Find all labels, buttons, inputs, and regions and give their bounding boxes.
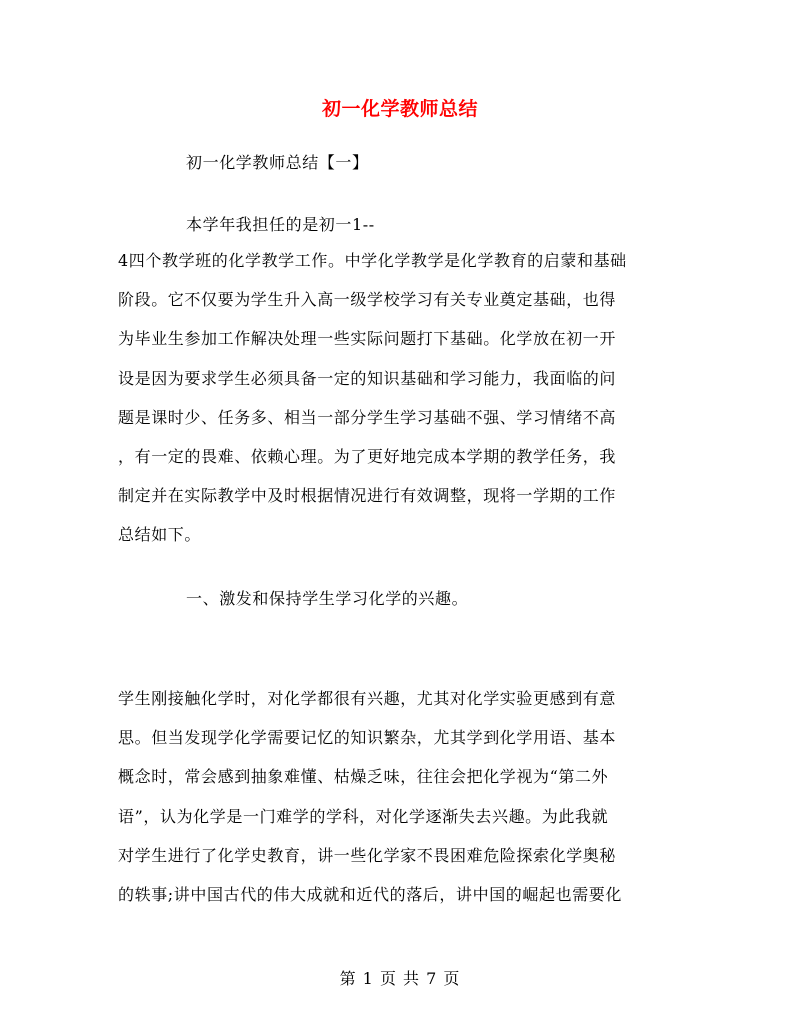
document-subheading: 初一化学教师总结【一】 xyxy=(186,153,369,172)
paragraph-line: 题是课时少、任务多、相当一部分学生学习基础不强、学习情绪不高 xyxy=(118,408,617,427)
paragraph-line: 学生刚接触化学时，对化学都很有兴趣，尤其对化学实验更感到有意 xyxy=(118,689,617,708)
paragraph-line: 的轶事;讲中国古代的伟大成就和近代的落后，讲中国的崛起也需要化 xyxy=(118,885,622,904)
paragraph-line: 语”，认为化学是一门难学的学科，对化学逐渐失去兴趣。为此我就 xyxy=(118,807,609,826)
paragraph-line: 总结如下。 xyxy=(118,525,202,544)
paragraph-line: 本学年我担任的是初一1-- xyxy=(186,215,375,234)
paragraph-line: 阶段。它不仅要为学生升入高一级学校学习有关专业奠定基础，也得 xyxy=(118,290,617,309)
paragraph-line: 思。但当发现学化学需要记忆的知识繁杂，尤其学到化学用语、基本 xyxy=(118,728,617,747)
section-heading: 一、激发和保持学生学习化学的兴趣。 xyxy=(186,589,469,608)
paragraph-line: 设是因为要求学生必须具备一定的知识基础和学习能力，我面临的问 xyxy=(118,369,617,388)
page-number-footer: 第 1 页 共 7 页 xyxy=(339,969,461,988)
document-title: 初一化学教师总结 xyxy=(321,98,478,120)
paragraph-line: 概念时，常会感到抽象难懂、枯燥乏味，往往会把化学视为“第二外 xyxy=(118,767,609,786)
paragraph-line: 对学生进行了化学史教育，讲一些化学家不畏困难危险探索化学奥秘 xyxy=(118,846,617,865)
paragraph-line: ，有一定的畏难、依赖心理。为了更好地完成本学期的教学任务，我 xyxy=(118,447,617,466)
paragraph-line: 为毕业生参加工作解决处理一些实际问题打下基础。化学放在初一开 xyxy=(118,329,617,348)
paragraph-line: 4四个教学班的化学教学工作。中学化学教学是化学教育的启蒙和基础 xyxy=(118,251,627,270)
paragraph-line: 制定并在实际教学中及时根据情况进行有效调整，现将一学期的工作 xyxy=(118,486,617,505)
